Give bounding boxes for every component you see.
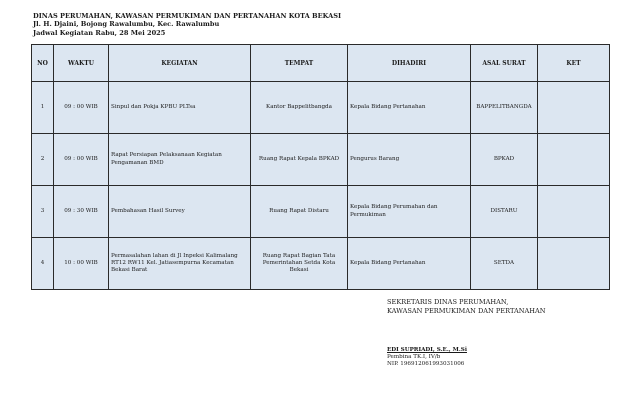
table-row [32,134,610,186]
cell-tempat: Ruang Rapat Distaru [251,186,348,238]
table-row [32,82,610,134]
cell-no: 1 [32,82,54,134]
cell-kegiatan: Permasalahan lahan di Jl Inpeksi Kalimalang RT12 RW11 Kel. Jatiasempurna Kecamatan Bekasi Barat [109,238,251,290]
cell-tempat: Ruang Rapat Kepala BPKAD [251,134,348,186]
cell-asal-surat: BAPPELITBANGDA [471,82,538,134]
signatory-name: EDI SUPRIADI, S.E., M.Si [387,347,467,353]
table-header-row [32,45,610,82]
cell-ket [538,186,610,238]
agency-address: Jl. H. Djaini, Bojong Rawalumbu, Kec. Rawalumbu [33,20,220,29]
cell-no: 2 [32,134,54,186]
column-header-kegiatan: KEGIATAN [109,45,251,82]
cell-tempat: Kantor Bappelitbangda [251,82,348,134]
cell-asal-surat: BPKAD [471,134,538,186]
signature-title [387,298,546,316]
cell-waktu: 09 : 30 WIB [54,186,109,238]
cell-kegiatan: Sinpul dan Pokja KPBU PLTsa [109,82,251,134]
table-row [32,238,610,290]
signatory-rank: Pembina TK.I, IV/b [387,354,441,361]
cell-waktu: 09 : 00 WIB [54,82,109,134]
cell-waktu: 09 : 00 WIB [54,134,109,186]
cell-dihadiri: Kepala Bidang Pertanahan [348,238,471,290]
column-header-waktu: WAKTU [54,45,109,82]
signatory-block [387,347,467,369]
column-header-dihadiri: DIHADIRI [348,45,471,82]
column-header-tempat: TEMPAT [251,45,348,82]
cell-no: 4 [32,238,54,290]
agency-name: DINAS PERUMAHAN, KAWASAN PERMUKIMAN DAN PERTANAHAN KOTA BEKASI [33,12,342,20]
cell-asal-surat: DISTARU [471,186,538,238]
cell-tempat: Ruang Rapat Bagian Tata Pemerintahan Setda Kota Bekasi [251,238,348,290]
column-header-ket: KET [538,45,610,82]
signature-title-line1: SEKRETARIS DINAS PERUMAHAN, [387,298,509,306]
cell-kegiatan: Pembahasan Hasil Survey [109,186,251,238]
schedule-date: Jadwal Kegiatan Rabu, 28 Mei 2025 [33,28,166,37]
cell-ket [538,238,610,290]
cell-dihadiri: Kepala Bidang Pertanahan [348,82,471,134]
column-header-asal-surat: ASAL SURAT [471,45,538,82]
cell-ket [538,82,610,134]
signature-title-line2: KAWASAN PERMUKIMAN DAN PERTANAHAN [387,307,546,315]
cell-no: 3 [32,186,54,238]
cell-dihadiri: Pengurus Barang [348,134,471,186]
cell-dihadiri: Kepala Bidang Perumahan dan Permukiman [348,186,471,238]
schedule-table [31,44,610,290]
cell-kegiatan: Rapat Persiapan Pelaksanaan Kegiatan Pengamanan BMD [109,134,251,186]
column-header-no: NO [32,45,54,82]
cell-ket [538,134,610,186]
cell-asal-surat: SETDA [471,238,538,290]
signatory-nip: NIP. 196912061993031006 [387,361,465,368]
table-row [32,186,610,238]
cell-waktu: 10 : 00 WIB [54,238,109,290]
document-header [33,12,341,37]
